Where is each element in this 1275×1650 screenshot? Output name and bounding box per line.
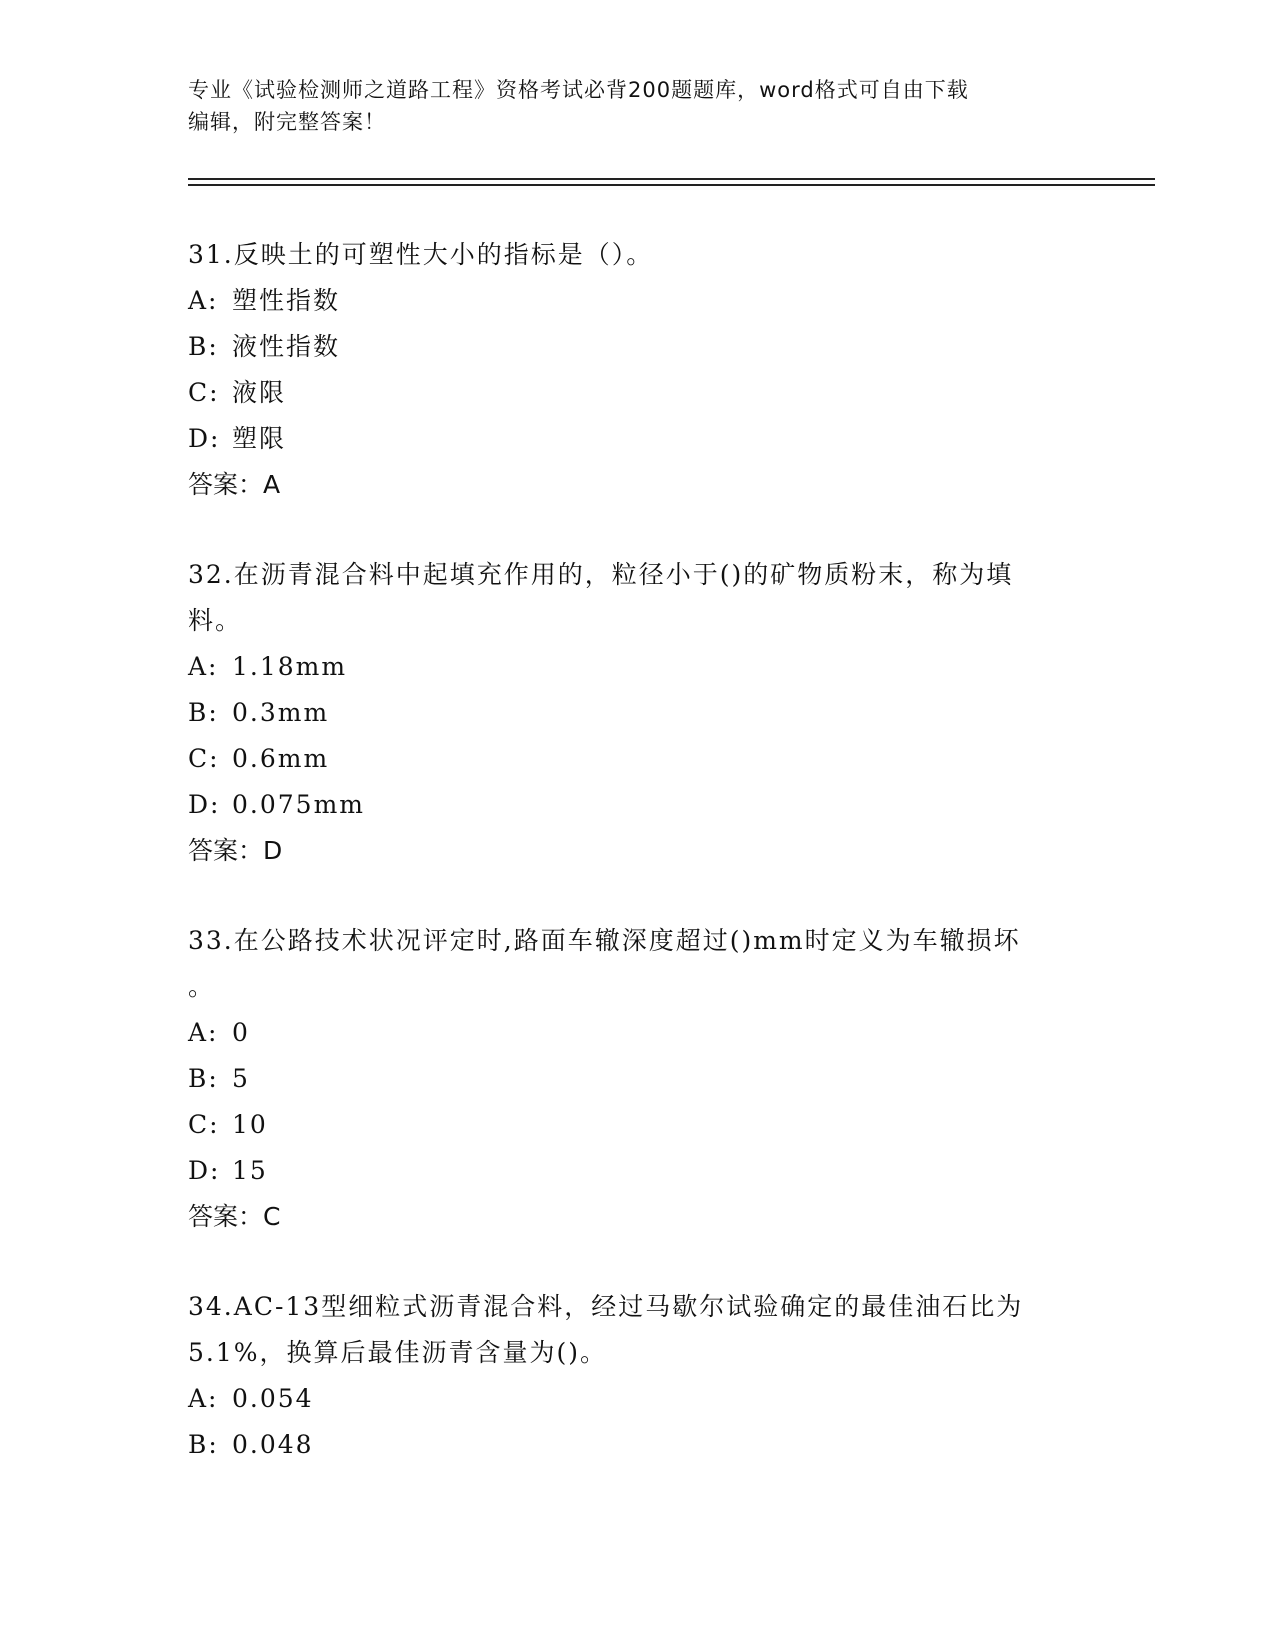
option-text: 0.6mm (232, 744, 330, 773)
option-key: B: (188, 1064, 219, 1093)
header-line-2: 编辑，附完整答案！ (188, 110, 386, 134)
question-stem: 34.AC-13型细粒式沥青混合料，经过马歇尔试验确定的最佳油石比为 (188, 1292, 1024, 1321)
question-list (188, 232, 1088, 1512)
option-key: C: (188, 1110, 220, 1139)
question-stem: 31.反映土的可塑性大小的指标是（）。 (188, 240, 654, 269)
question-stem-continued: 。 (188, 972, 216, 1001)
option-text: 0.054 (232, 1384, 314, 1413)
question-stem-continued: 料。 (188, 606, 243, 635)
option-b (188, 1056, 1088, 1102)
answer-label: 答案： (188, 470, 264, 499)
option-a (188, 644, 1088, 690)
option-c (188, 1102, 1088, 1148)
option-b (188, 324, 1088, 370)
option-key: A: (188, 1018, 219, 1047)
option-text: 0 (232, 1018, 250, 1047)
option-text: 液性指数 (232, 332, 341, 361)
option-key: A: (188, 652, 219, 681)
answer-label: 答案： (188, 1202, 264, 1231)
option-key: D: (188, 424, 221, 453)
question-stem: 33.在公路技术状况评定时,路面车辙深度超过()mm时定义为车辙损坏 (188, 926, 1021, 955)
option-d (188, 416, 1088, 462)
option-text: 0.3mm (232, 698, 330, 727)
option-key: A: (188, 286, 219, 315)
option-b (188, 1422, 1088, 1468)
question-33 (188, 918, 1088, 1240)
header-divider-top (188, 178, 1155, 180)
question-stem-continued: 5.1%，换算后最佳沥青含量为()。 (188, 1338, 608, 1367)
answer-line (188, 462, 1088, 508)
option-key: A: (188, 1384, 219, 1413)
option-text: 0.048 (232, 1430, 314, 1459)
option-c (188, 736, 1088, 782)
option-key: C: (188, 378, 220, 407)
option-text: 15 (232, 1156, 268, 1185)
option-key: B: (188, 698, 219, 727)
answer-label: 答案： (188, 836, 264, 865)
question-32 (188, 552, 1088, 874)
option-text: 10 (232, 1110, 268, 1139)
option-key: D: (188, 790, 221, 819)
answer-value: D (263, 836, 283, 865)
option-text: 1.18mm (232, 652, 348, 681)
option-text: 0.075mm (232, 790, 365, 819)
option-text: 液限 (232, 378, 287, 407)
option-b (188, 690, 1088, 736)
option-a (188, 1010, 1088, 1056)
option-d (188, 782, 1088, 828)
option-d (188, 1148, 1088, 1194)
option-key: B: (188, 1430, 219, 1459)
option-text: 塑性指数 (232, 286, 341, 315)
option-text: 塑限 (232, 424, 287, 453)
answer-value: C (263, 1202, 281, 1231)
option-key: C: (188, 744, 220, 773)
option-key: D: (188, 1156, 221, 1185)
question-31 (188, 232, 1088, 508)
question-34 (188, 1284, 1088, 1468)
answer-line (188, 828, 1088, 874)
option-a (188, 278, 1088, 324)
option-c (188, 370, 1088, 416)
question-stem: 32.在沥青混合料中起填充作用的，粒径小于()的矿物质粉末，称为填 (188, 560, 1014, 589)
option-a (188, 1376, 1088, 1422)
document-header (188, 74, 1068, 138)
option-text: 5 (232, 1064, 250, 1093)
header-divider-bottom (188, 184, 1155, 186)
answer-value: A (263, 470, 281, 499)
answer-line (188, 1194, 1088, 1240)
header-line-1: 专业《试验检测师之道路工程》资格考试必背200题题库，word格式可自由下载 (188, 78, 969, 102)
option-key: B: (188, 332, 219, 361)
